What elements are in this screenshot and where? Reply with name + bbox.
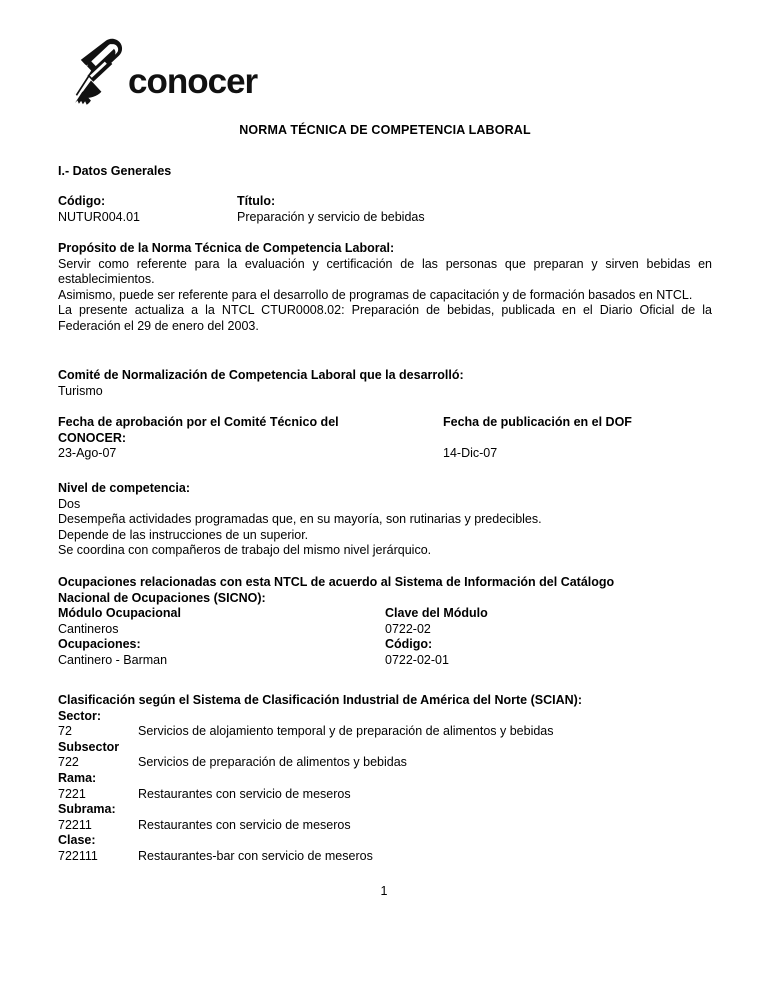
section-nivel-competencia [58, 481, 712, 559]
codigo-column [58, 194, 233, 225]
nivel-description-2: Depende de las instrucciones de un superior. [58, 527, 309, 542]
scian-label-2: Rama: [58, 770, 97, 785]
sicno-clave-value: 0722-02 [385, 621, 431, 636]
fecha-publicacion-value: 14-Dic-07 [443, 446, 498, 461]
titulo-value: Preparación y servicio de bebidas [237, 209, 425, 224]
logo-wordmark: conocer [128, 62, 258, 101]
page-number: 1 [380, 884, 388, 898]
titulo-label: Título: [237, 194, 276, 208]
conocer-pen-logo-icon [60, 33, 260, 111]
sicno-modulo-value: Cantineros [58, 621, 119, 636]
scian-row [58, 755, 712, 771]
sicno-heading-line1: Ocupaciones relacionadas con esta NTCL de acuerdo al Sistema de Información del Catálogo [58, 575, 615, 589]
scian-desc-4: Restaurantes-bar con servicio de meseros [138, 848, 373, 863]
sicno-ocupaciones-row [58, 653, 712, 669]
fecha-aprobacion-label-line2: CONOCER: [58, 430, 127, 445]
proposito-paragraph-1: Servir como referente para la evaluación y certificación de las personas que preparan y sirven bebidas en establecimientos. [58, 256, 712, 287]
sicno-ocupaciones-header-row [58, 637, 712, 653]
sicno-codigo-label: Código: [385, 637, 433, 652]
scian-desc-2: Restaurantes con servicio de meseros [138, 786, 351, 801]
scian-row [58, 818, 712, 834]
scian-label-3: Subrama: [58, 802, 116, 817]
fecha-publicacion-label: Fecha de publicación en el DOF [443, 415, 632, 429]
scian-label-0: Sector: [58, 708, 102, 723]
comite-heading: Comité de Normalización de Competencia Laboral que la desarrolló: [58, 368, 464, 382]
fecha-publicacion-column [443, 415, 712, 462]
section-sicno [58, 575, 712, 669]
scian-desc-0: Servicios de alojamiento temporal y de preparación de alimentos y bebidas [138, 724, 554, 739]
sicno-ocupaciones-label: Ocupaciones: [58, 637, 141, 652]
codigo-value: NUTUR004.01 [58, 209, 140, 224]
sicno-header-row [58, 606, 712, 622]
scian-code-3: 72211 [58, 817, 92, 832]
comite-value: Turismo [58, 383, 103, 398]
section-heading-datos-generales: I.- Datos Generales [58, 164, 172, 178]
codigo-label: Código: [58, 194, 106, 208]
sicno-ocupaciones-value: Cantinero - Barman [58, 652, 168, 667]
proposito-paragraph-3: La presente actualiza a la NTCL CTUR0008.02: Preparación de bebidas, publicada en el Diario Oficial de la Federación el 29 de enero del 2003. [58, 303, 712, 333]
sicno-heading-line2: Nacional de Ocupaciones (SICNO): [58, 590, 266, 605]
sicno-modulo-label: Módulo Ocupacional [58, 606, 181, 621]
fecha-aprobacion-column [58, 415, 388, 462]
proposito-heading: Propósito de la Norma Técnica de Competencia Laboral: [58, 241, 395, 255]
section-scian [58, 693, 712, 865]
scian-heading: Clasificación según el Sistema de Clasificación Industrial de América del Norte (SCIAN): [58, 693, 582, 707]
scian-row [58, 849, 712, 865]
nivel-value: Dos [58, 496, 81, 511]
sicno-codigo-value: 0722-02-01 [385, 652, 449, 667]
scian-desc-1: Servicios de preparación de alimentos y bebidas [138, 755, 407, 770]
scian-label-4: Clase: [58, 833, 96, 848]
sicno-clave-label: Clave del Módulo [385, 606, 488, 621]
scian-code-2: 7221 [58, 786, 86, 801]
section-comite [58, 368, 712, 399]
fecha-aprobacion-label-line1: Fecha de aprobación por el Comité Técnico del [58, 415, 339, 429]
fecha-aprobacion-value: 23-Ago-07 [58, 446, 117, 461]
scian-label-1: Subsector [58, 739, 120, 754]
sicno-modulo-row [58, 622, 712, 638]
scian-code-0: 72 [58, 724, 72, 739]
conocer-logo [60, 33, 260, 111]
scian-rows [58, 709, 712, 865]
proposito-paragraph-2: Asimismo, puede ser referente para el desarrollo de programas de capacitación y de formación basados en NTCL. [58, 287, 693, 302]
scian-row [58, 787, 712, 803]
scian-code-1: 722 [58, 755, 79, 770]
page-title: NORMA TÉCNICA DE COMPETENCIA LABORAL [239, 123, 531, 137]
scian-row [58, 724, 712, 740]
nivel-description-3: Se coordina con compañeros de trabajo del mismo nivel jerárquico. [58, 543, 432, 558]
nivel-description-1: Desempeña actividades programadas que, en su mayoría, son rutinarias y predecibles. [58, 512, 542, 527]
titulo-column [237, 194, 712, 225]
scian-desc-3: Restaurantes con servicio de meseros [138, 817, 351, 832]
scian-code-4: 722111 [58, 848, 98, 863]
nivel-heading: Nivel de competencia: [58, 481, 190, 495]
section-proposito [58, 241, 712, 335]
